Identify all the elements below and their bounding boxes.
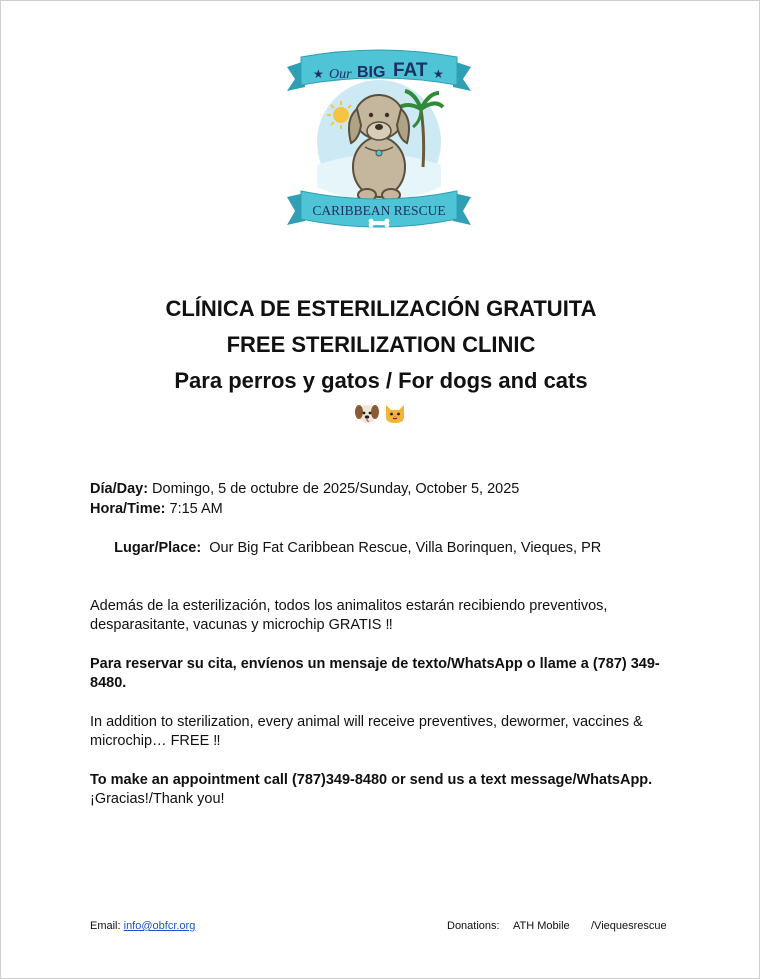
logo-caribbean-rescue-text: CARIBBEAN RESCUE bbox=[312, 203, 446, 218]
time-label: Hora/Time: bbox=[90, 500, 166, 517]
email-label: Email: bbox=[90, 920, 124, 932]
donations-label: Donations: bbox=[447, 920, 500, 932]
headings bbox=[1, 291, 760, 425]
time-line bbox=[90, 500, 690, 520]
title-english: FREE STERILIZATION CLINIC bbox=[226, 332, 536, 357]
star-icon: ★ bbox=[433, 67, 444, 81]
rescue-logo bbox=[283, 47, 475, 233]
logo-big-text: BIG bbox=[357, 64, 386, 81]
place-label: Lugar/Place: bbox=[114, 539, 202, 556]
subtitle: Para perros y gatos / For dogs and cats bbox=[174, 368, 588, 393]
reserve-english: To make an appointment call (787)349-8480 or send us a text message/WhatsApp. bbox=[90, 771, 653, 788]
thanks-line: ¡Gracias!/Thank you! bbox=[90, 791, 225, 807]
flyer-body bbox=[90, 480, 690, 810]
day-value: Domingo, 5 de octubre de 2025/Sunday, October 5, 2025 bbox=[148, 481, 520, 497]
services-spanish: Además de la esterilización, todos los animalitos estarán recibiendo preventivos, desparasitante, vacunas y microchip GRATIS ‼ bbox=[90, 597, 608, 633]
services-english: In addition to sterilization, every animal will receive preventives, dewormer, vaccines & microchip… FREE ‼ bbox=[90, 713, 643, 749]
logo-fat-text: FAT bbox=[393, 60, 428, 81]
reserve-spanish: Para reservar su cita, envíenos un mensaje de texto/WhatsApp o llame a (787) 349-8480. bbox=[90, 655, 660, 691]
title-spanish: CLÍNICA DE ESTERILIZACIÓN GRATUITA bbox=[165, 296, 597, 321]
email-link[interactable]: info@obfcr.org bbox=[123, 920, 196, 932]
star-icon: ★ bbox=[313, 67, 324, 81]
emoji-row bbox=[1, 401, 760, 425]
dog-face-icon bbox=[354, 401, 380, 425]
day-line bbox=[90, 480, 690, 500]
day-label: Día/Day: bbox=[90, 481, 149, 497]
footer-email bbox=[90, 919, 195, 933]
place-value: Our Big Fat Caribbean Rescue, Villa Borinquen, Vieques, PR bbox=[201, 539, 602, 556]
dog-mascot-icon bbox=[349, 95, 409, 201]
time-value: 7:15 AM bbox=[165, 500, 223, 517]
donations-handle: /Viequesrescue bbox=[591, 920, 667, 932]
logo-our-text: Our bbox=[329, 67, 352, 82]
footer-donations bbox=[447, 919, 667, 933]
donations-method: ATH Mobile bbox=[513, 920, 570, 932]
cat-face-icon bbox=[382, 401, 408, 425]
place-line bbox=[90, 519, 690, 578]
